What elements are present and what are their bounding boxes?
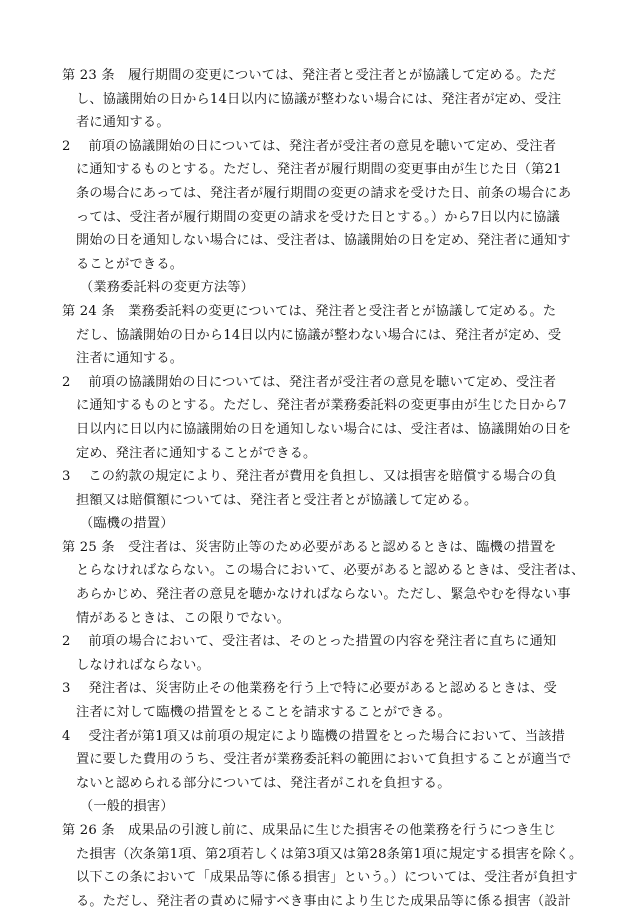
article-23-heading: 第 23 条 履行期間の変更については、発注者と受注者とが協議して定める。ただ bbox=[62, 68, 557, 83]
text-line: 定め、発注者に通知することができる。 bbox=[76, 445, 317, 461]
text-line: 担額又は賠償額については、発注者と受注者とが協議して定める。 bbox=[76, 492, 478, 508]
document-page bbox=[62, 64, 585, 913]
article-23 bbox=[62, 64, 582, 276]
section-caption: （臨機の措置） bbox=[80, 516, 174, 532]
text-line: 者に通知する。 bbox=[76, 115, 170, 131]
paragraph-3: 3 この約款の規定により、発注者が費用を負担し、又は損害を賠償する場合の負 bbox=[62, 469, 557, 485]
text-line: 開始の日を通知しない場合には、受注者は、協議開始の日を定め、発注者に通知す bbox=[76, 233, 571, 249]
text-line: 置に要した費用のうち、受注者が業務委託料の範囲において負担することが適当で bbox=[76, 752, 572, 768]
text-line: あらかじめ、発注者の意見を聴かなければならない。ただし、緊急やむを得ない事 bbox=[76, 587, 571, 603]
text-line: た損害（次条第1項、第2項若しくは第3項又は第28条第1項に規定する損害を除く。 bbox=[76, 846, 583, 862]
text-line: ないと認められる部分については、発注者がこれを負担する。 bbox=[76, 775, 451, 791]
text-line: 日以内に日以内に協議開始の日を通知しない場合には、受注者は、協議開始の日を bbox=[76, 421, 572, 437]
article-24-heading: 第 24 条 業務委託料の変更については、発注者と受注者とが協議して定める。た bbox=[62, 303, 557, 319]
article-26-heading: 第 26 条 成果品の引渡し前に、成果品に生じた損害その他業務を行うにつき生じ bbox=[62, 823, 557, 838]
text-line: しなければならない。 bbox=[76, 657, 210, 673]
paragraph-2: 2 前項の協議開始の日については、発注者が受注者の意見を聴いて定め、受注者 bbox=[62, 138, 557, 154]
article-25-heading: 第 25 条 受注者は、災害防止等のため必要があると認めるときは、臨機の措置を bbox=[62, 539, 557, 555]
text-line: ることができる。 bbox=[76, 256, 184, 272]
article-24 bbox=[62, 276, 582, 512]
article-25 bbox=[62, 512, 585, 795]
text-line: し、協議開始の日から14日以内に協議が整わない場合には、発注者が定め、受注 bbox=[76, 91, 562, 107]
text-line: に通知するものとする。ただし、発注者が業務委託料の変更事由が生じた日から7 bbox=[76, 398, 567, 414]
paragraph-4: 4 受注者が第1項又は前項の規定により臨機の措置をとった場合において、当該措 bbox=[62, 728, 565, 744]
article-26 bbox=[62, 795, 582, 913]
paragraph-3: 3 発注者は、災害防止その他業務を行う上で特に必要があると認めるときは、受 bbox=[62, 681, 557, 697]
section-caption: （一般的損害） bbox=[80, 799, 174, 815]
text-line: る。ただし、発注者の責めに帰すべき事由により生じた成果品等に係る損害（設計 bbox=[76, 893, 572, 909]
text-line: に通知するものとする。ただし、発注者が履行期間の変更事由が生じた日（第21 bbox=[76, 162, 562, 178]
text-line: 注者に通知する。 bbox=[76, 351, 184, 367]
text-line: だし、協議開始の日から14日以内に協議が整わない場合には、発注者が定め、受 bbox=[76, 327, 562, 343]
paragraph-2: 2 前項の場合において、受注者は、そのとった措置の内容を発注者に直ちに通知 bbox=[62, 634, 557, 650]
text-line: とらなければならない。この場合において、必要があると認めるときは、受注者は、 bbox=[76, 563, 585, 579]
text-line: っては、受注者が履行期間の変更の請求を受けた日とする。）から7日以内に協議 bbox=[76, 209, 560, 225]
text-line: 情があるときは、この限りでない。 bbox=[76, 610, 291, 626]
section-caption: （業務委託料の変更方法等） bbox=[80, 280, 255, 296]
text-line: 注者に対して臨機の措置をとることを請求することができる。 bbox=[76, 705, 451, 721]
paragraph-2: 2 前項の協議開始の日については、発注者が受注者の意見を聴いて定め、受注者 bbox=[62, 374, 557, 390]
text-line: 以下この条において「成果品等に係る損害」という。）については、受注者が負担す bbox=[76, 870, 578, 886]
text-line: 条の場合にあっては、発注者が履行期間の変更の請求を受けた日、前条の場合にあ bbox=[76, 185, 572, 201]
